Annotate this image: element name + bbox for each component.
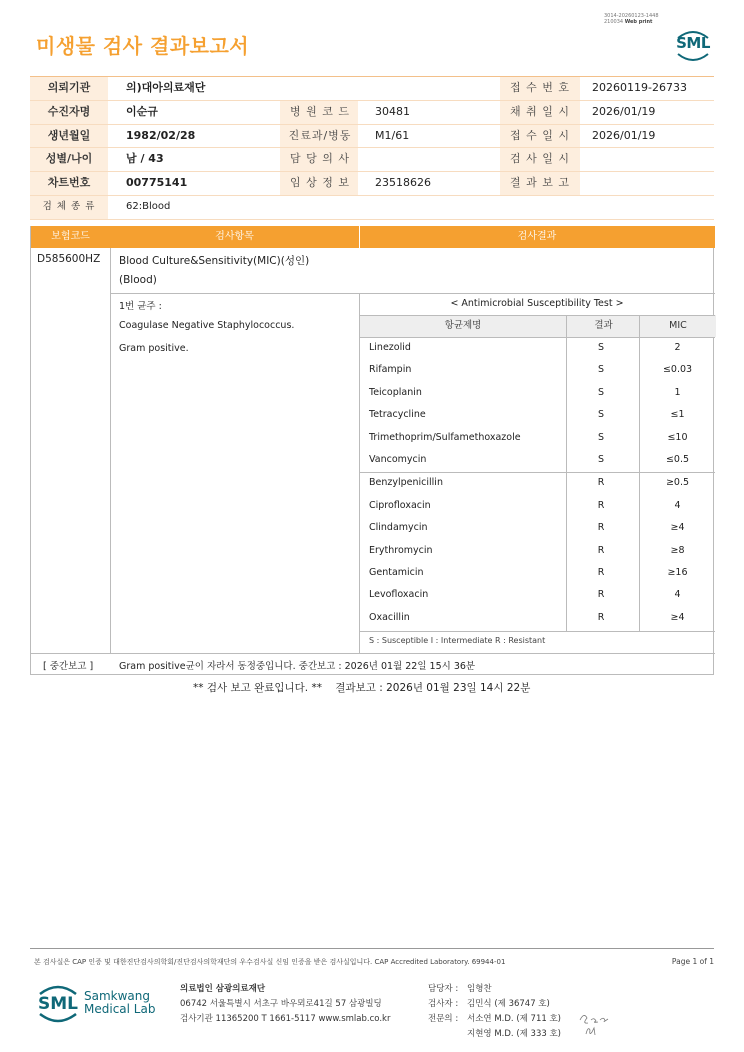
drug-result: R [597,544,605,556]
header-item: 검사항목 [215,231,254,242]
patient-info-table [30,76,714,220]
ast-drug-row [359,562,715,584]
staff-row [428,997,561,1012]
ast-drug-row [359,540,715,562]
drug-name: Gentamicin [369,567,424,578]
info-label: 수진자명 [30,101,108,124]
insurance-code: D585600HZ [37,253,101,265]
info-row [30,77,714,101]
info-label: 담 당 의 사 [290,152,350,166]
specimen-name: (Blood) [119,274,157,286]
drug-name: Ciprofloxacin [369,499,431,511]
organism-name: Coagulase Negative Staphylococcus. [119,320,295,331]
info-row [30,125,714,149]
ast-drug-row [359,472,715,494]
drug-result: R [597,477,605,489]
header-code: 보험코드 [51,231,90,242]
info-label: 임 상 정 보 [290,176,350,190]
drug-result: S [597,386,605,398]
info-label: 접 수 일 시 [500,125,580,148]
ast-drug-row [359,449,715,471]
corp-contact: 검사기관 11365200 T 1661-5117 www.smlab.co.kr [180,1014,391,1024]
drug-name: Linezolid [369,342,411,353]
drug-result: R [597,567,605,578]
ast-drug-row [359,382,715,404]
organism-label: 1번 균주 : [119,301,162,312]
gram-stain: Gram positive. [119,343,189,354]
logo-mark-text: SML [38,994,78,1014]
page-number: Page 1 of 1 [671,957,714,966]
staff-name: 김민식 (제 36747 호) [467,999,550,1009]
drug-mic: 1 [674,386,681,398]
drug-name: Benzylpenicillin [369,477,443,489]
accreditation-note: 본 검사실은 CAP 인증 및 대한진단검사의학회/진단검사의학재단의 우수검사실 신임 인증을 받은 검사실입니다. CAP Accredited Laboratory. 69944-01 [34,958,506,966]
info-label: 진료과/병동 [288,128,352,142]
ast-drug-row [359,427,715,449]
info-value: 30481 [375,104,410,118]
info-value [592,196,712,219]
staff-role: 담당자 : [428,984,459,994]
info-row [30,148,714,172]
drug-mic: ≥4 [670,611,685,623]
info-row [30,196,714,220]
drug-mic: 4 [674,499,681,511]
staff-row [428,982,561,997]
drug-result: S [597,342,605,353]
info-value: 23518626 [375,176,431,190]
staff-list [428,982,561,1042]
info-label: 채 취 일 시 [500,101,580,124]
drug-name: Vancomycin [369,454,427,465]
info-label: 의뢰기관 [30,77,108,100]
info-value: 62:Blood [126,200,171,212]
info-value [592,148,712,171]
logo-line2: Medical Lab [84,1002,156,1016]
footer-divider [30,948,714,949]
ast-drug-row [359,495,715,517]
info-label: 병 원 코 드 [290,104,350,118]
drug-mic: ≤0.5 [665,454,690,465]
drug-result: S [597,454,605,465]
drug-result: R [597,589,605,601]
info-value: 00775141 [126,176,188,190]
info-label: 성별/나이 [30,148,108,171]
ast-drug-row [359,404,715,426]
info-value: 의)대아의료재단 [126,81,206,94]
drug-mic: 2 [674,342,681,353]
samkwang-logo [36,982,156,1026]
result-table [30,226,714,675]
info-value [375,196,495,219]
ast-drug-row [359,517,715,539]
info-row [30,101,714,125]
drug-mic: ≥8 [670,544,685,556]
info-value: 2026/01/19 [592,104,656,118]
drug-mic: ≥0.5 [665,477,690,489]
drug-mic: ≤1 [670,409,685,421]
info-value: 2026/01/19 [592,128,656,142]
interim-report: Gram positive균이 자라서 동정중입니다. 중간보고 : 2026년 01월 22일 15시 36분 [119,661,476,672]
corp-address: 06742 서울특별시 서초구 바우뫼로41길 57 삼광빌딩 [180,999,382,1009]
ast-legend: S : Susceptible I : Intermediate R : Resistant [369,636,546,645]
col-mic: MIC [639,315,716,337]
signature-image [578,1010,618,1038]
staff-row [428,1012,561,1027]
drug-name: Trimethoprim/Sulfamethoxazole [369,431,521,443]
drug-result: R [597,499,605,511]
drug-result: S [597,364,605,376]
sml-logo-icon [672,28,714,62]
info-label: 검 사 일 시 [500,148,580,171]
drug-name: Clindamycin [369,522,428,534]
info-value: M1/61 [375,128,410,142]
staff-name: 임형찬 [467,984,492,994]
staff-row [428,1027,561,1042]
info-label: 결 과 보 고 [500,172,580,195]
info-value: 이순규 [126,104,158,118]
print-id-line2: 210034 Web print [604,19,653,25]
info-value [375,77,495,100]
corp-info [180,982,390,1027]
drug-result: R [597,611,605,623]
ast-drug-row [359,359,715,381]
info-label: 검 체 종 류 [30,196,108,219]
drug-result: S [597,431,605,443]
info-row [30,172,714,196]
info-value [375,148,495,171]
print-id-line1: 3014-20260123-1448 [604,13,659,19]
drug-name: Levofloxacin [369,589,429,601]
logo-line1: Samkwang [84,989,150,1003]
report-title: 미생물 검사 결과보고서 [36,34,250,58]
staff-name: 지현영 M.D. (제 333 호) [467,1029,562,1039]
drug-name: Tetracycline [369,409,426,421]
logo-wordmark [84,990,155,1016]
final-report-note: ** 검사 보고 완료입니다. ** 결과보고 : 2026년 01월 23일 14시 22분 [193,682,531,694]
drug-mic: 4 [674,589,681,601]
drug-mic: ≥16 [667,567,688,578]
col-drug: 항균제명 [360,315,566,337]
info-value: 남 / 43 [126,152,164,166]
info-label [280,77,360,100]
staff-role: 검사자 : [428,999,459,1009]
drug-name: Erythromycin [369,544,433,556]
print-id [604,13,659,25]
info-label: 생년월일 [30,125,108,148]
col-result: 결과 [566,315,640,337]
result-table-header [31,226,715,248]
staff-name: 서소연 M.D. (제 711 호) [467,1014,562,1024]
info-label: 접 수 번 호 [500,77,580,100]
info-value [592,172,712,195]
info-label: 차트번호 [30,172,108,195]
info-value: 20260119-26733 [592,81,687,94]
ast-drug-row [359,584,715,606]
corp-name: 의료법인 삼광의료재단 [180,984,266,994]
logo-text: SML [676,34,710,52]
drug-result: S [597,409,605,421]
header-result: 검사결과 [517,231,557,242]
drug-name: Oxacillin [369,611,410,623]
drug-mic: ≤0.03 [662,364,693,376]
drug-mic: ≤10 [667,431,688,443]
interim-label: [ 중간보고 ] [43,661,94,672]
drug-name: Rifampin [369,364,412,376]
ast-drug-row [359,607,715,629]
drug-result: R [597,522,605,534]
drug-mic: ≥4 [670,522,685,534]
info-label [280,196,360,219]
info-value: 1982/02/28 [126,128,196,142]
staff-role: 전문의 : [428,1014,459,1024]
ast-drug-row [359,337,715,359]
drug-name: Teicoplanin [369,386,422,398]
ast-title: < Antimicrobial Susceptibility Test > [359,293,715,316]
test-name: Blood Culture&Sensitivity(MIC)(성인) [119,255,310,267]
